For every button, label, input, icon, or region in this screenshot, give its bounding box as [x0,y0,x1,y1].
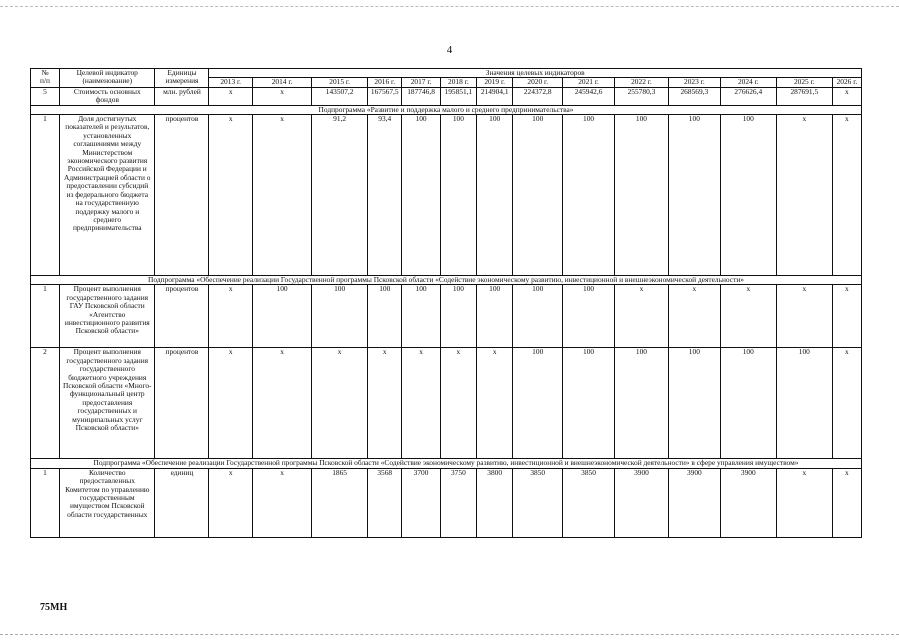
value-cell: 3750 [440,468,476,537]
row-indicator: Доля достигнутых показателей и результатов, установленных соглашениями между Министерством экономического развития Российской Федерации и Администрацией области о предоставлении субсидий из федерального бюджета на государственную поддержку малого и среднего предпринимательства [60,115,155,276]
value-cell: 100 [668,115,720,276]
value-cell: 167567,5 [368,87,402,105]
value-cell: x [252,468,311,537]
value-cell: 100 [614,115,668,276]
subprogram-row [31,459,862,468]
value-cell: 93,4 [368,115,402,276]
subprogram-title: Подпрограмма «Обеспечение реализации Государственной программы Псковской области «Содействие экономическому развитию, инвестиционной и внешнеэкономической деятельности» в сфере управления имуществом» [31,459,862,468]
value-cell: x [668,285,720,348]
document-code: 75МН [40,602,68,613]
value-cell: 100 [402,115,440,276]
row-num: 1 [31,468,60,537]
value-cell: x [252,87,311,105]
value-cell: x [252,115,311,276]
value-cell: 3568 [368,468,402,537]
value-cell: 100 [563,348,615,459]
row-indicator: Процент выполнения государственного задания государственного бюджетного учреждения Псковской области «Много-функциональный центр предоставления государственных и муниципальных услуг Псковской области» [60,348,155,459]
value-cell: 100 [252,285,311,348]
value-cell: 255780,3 [614,87,668,105]
year-header: 2016 г. [368,78,402,87]
year-header: 2018 г. [440,78,476,87]
value-cell: 187746,8 [402,87,440,105]
value-cell: x [209,115,253,276]
year-header: 2015 г. [312,78,368,87]
value-cell: x [720,285,776,348]
value-cell: 100 [513,348,563,459]
value-cell: 100 [440,115,476,276]
header-units: Единицы измерения [155,69,209,88]
value-cell: 100 [312,285,368,348]
year-header: 2020 г. [513,78,563,87]
page-number: 4 [446,44,453,56]
value-cell: 91,2 [312,115,368,276]
indicators-table [30,68,862,538]
row-units: процентов [155,348,209,459]
year-header: 2013 г. [209,78,253,87]
subprogram-row [31,276,862,285]
row-num: 1 [31,115,60,276]
value-cell: 3800 [477,468,513,537]
row-units: процентов [155,285,209,348]
value-cell: x [832,285,861,348]
header-row-1 [31,69,862,78]
value-cell: 1865 [312,468,368,537]
row-indicator: Количество предоставленных Комитетом по управлению государственным имуществом Псковской области государственных [60,468,155,537]
year-header: 2026 г. [832,78,861,87]
value-cell: 100 [776,348,832,459]
table-row [31,285,862,348]
row-num: 2 [31,348,60,459]
subprogram-title: Подпрограмма «Развитие и поддержка малого и среднего предпринимательства» [31,105,862,114]
year-header: 2022 г. [614,78,668,87]
year-header: 2017 г. [402,78,440,87]
value-cell: 3900 [720,468,776,537]
value-cell: x [209,87,253,105]
value-cell: 100 [720,115,776,276]
year-header: 2024 г. [720,78,776,87]
value-cell: x [312,348,368,459]
value-cell: x [209,468,253,537]
value-cell: 276626,4 [720,87,776,105]
header-indicator: Целевой индикатор (наименование) [60,69,155,88]
value-cell: x [832,87,861,105]
value-cell: 214904,1 [477,87,513,105]
value-cell: x [776,115,832,276]
value-cell: x [368,348,402,459]
value-cell: 100 [513,115,563,276]
value-cell: x [614,285,668,348]
year-header: 2023 г. [668,78,720,87]
value-cell: x [776,468,832,537]
row-indicator: Стоимость основных фондов [60,87,155,105]
table-row [31,468,862,537]
value-cell: 3900 [668,468,720,537]
value-cell: x [832,468,861,537]
year-header: 2019 г. [477,78,513,87]
value-cell: 100 [563,115,615,276]
value-cell: 100 [368,285,402,348]
value-cell: 268569,3 [668,87,720,105]
value-cell: 3850 [563,468,615,537]
value-cell: 100 [477,285,513,348]
value-cell: 100 [720,348,776,459]
value-cell: 245942,6 [563,87,615,105]
row-num: 1 [31,285,60,348]
value-cell: x [209,285,253,348]
value-cell: x [477,348,513,459]
row-units: единиц [155,468,209,537]
row-num: 5 [31,87,60,105]
year-header: 2021 г. [563,78,615,87]
value-cell: x [832,115,861,276]
header-values-title: Значения целевых индикаторов [209,69,862,78]
value-cell: 143507,2 [312,87,368,105]
table-row [31,348,862,459]
value-cell: 3900 [614,468,668,537]
value-cell: x [402,348,440,459]
scan-bottom-edge [0,634,899,635]
value-cell: 100 [477,115,513,276]
value-cell: 100 [402,285,440,348]
row-indicator: Процент выполнения государственного задания ГАУ Псковской области «Агентство инвестиционного развития Псковской области» [60,285,155,348]
value-cell: 100 [614,348,668,459]
table-row [31,87,862,105]
year-header: 2014 г. [252,78,311,87]
value-cell: x [776,285,832,348]
value-cell: x [440,348,476,459]
row-units: процентов [155,115,209,276]
value-cell: 195851,1 [440,87,476,105]
scan-top-edge [0,6,899,7]
value-cell: 224372,8 [513,87,563,105]
value-cell: x [832,348,861,459]
header-num: № п/п [31,69,60,88]
row-units: млн. рублей [155,87,209,105]
value-cell: 3850 [513,468,563,537]
value-cell: 100 [513,285,563,348]
year-header: 2025 г. [776,78,832,87]
subprogram-title: Подпрограмма «Обеспечение реализации Государственной программы Псковской области «Содействие экономическому развитию, инвестиционной и внешнеэкономической деятельности» [31,276,862,285]
value-cell: x [252,348,311,459]
value-cell: 100 [668,348,720,459]
value-cell: 100 [563,285,615,348]
value-cell: 3700 [402,468,440,537]
value-cell: 287691,5 [776,87,832,105]
table-row [31,115,862,276]
subprogram-row [31,105,862,114]
value-cell: x [209,348,253,459]
value-cell: 100 [440,285,476,348]
